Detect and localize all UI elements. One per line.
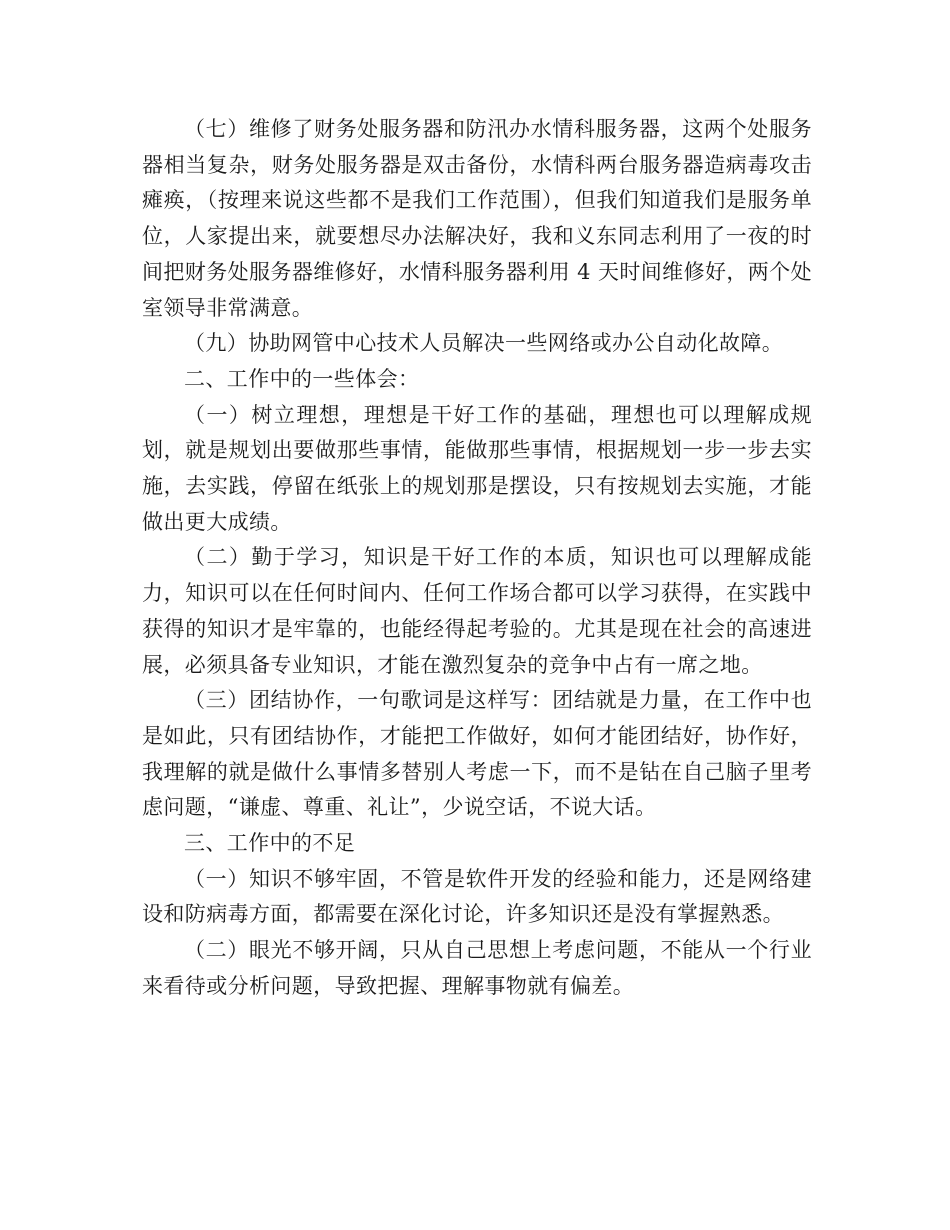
paragraph-narrow-view: （二）眼光不够开阔，只从自己思想上考虑问题，不能从一个行业来看待或分析问题，导致把握、理解事物就有偏差。 [142, 938, 812, 998]
paragraph-knowledge-weak: （一）知识不够牢固，不管是软件开发的经验和能力，还是网络建设和防病毒方面，都需要在深化讨论，许多知识还是没有掌握熟悉。 [142, 866, 812, 927]
document-page [142, 112, 812, 1005]
paragraph-teamwork: （三）团结协作，一句歌词是这样写：团结就是力量，在工作中也是如此，只有团结协作，才能把工作做好，如何才能团结好，协作好，我理解的就是做什么事情多替别人考虑一下，而不是钻在自己脑子里考虑问题，“谦虚、尊重、礼让”，少说空话，不说大话。 [142, 688, 812, 820]
paragraph-learning: （二）勤于学习，知识是干好工作的本质，知识也可以理解成能力，知识可以在任何时间内、任何工作场合都可以学习获得，在实践中获得的知识才是牢靠的，也能经得起考验的。尤其是现在社会的高速进展，必须具备专业知识，才能在激烈复杂的竞争中占有一席之地。 [142, 545, 812, 677]
section-heading-shortcomings: 三、工作中的不足 [184, 831, 356, 856]
section-heading-experience: 二、工作中的一些体会： [184, 366, 420, 391]
paragraph-maintenance-servers: （七）维修了财务处服务器和防汛办水情科服务器，这两个处服务器相当复杂，财务处服务器是双击备份，水情科两台服务器造病毒攻击瘫痪，（按理来说这些都不是我们工作范围），但我们知道我们是服务单位，人家提出来，就要想尽办法解决好，我和义东同志利用了一夜的时间把财务处服务器维修好，水情科服务器利用 4 天时间维修好，两个处室领导非常满意。 [142, 117, 812, 320]
paragraph-assist-network-center: （九）协助网管中心技术人员解决一些网络或办公自动化故障。 [184, 331, 784, 356]
paragraph-ideals: （一）树立理想，理想是干好工作的基础，理想也可以理解成规划，就是规划出要做那些事情，能做那些事情，根据规划一步一步去实施，去实践，停留在纸张上的规划那是摆设，只有按规划去实施，才能做出更大成绩。 [142, 402, 812, 534]
